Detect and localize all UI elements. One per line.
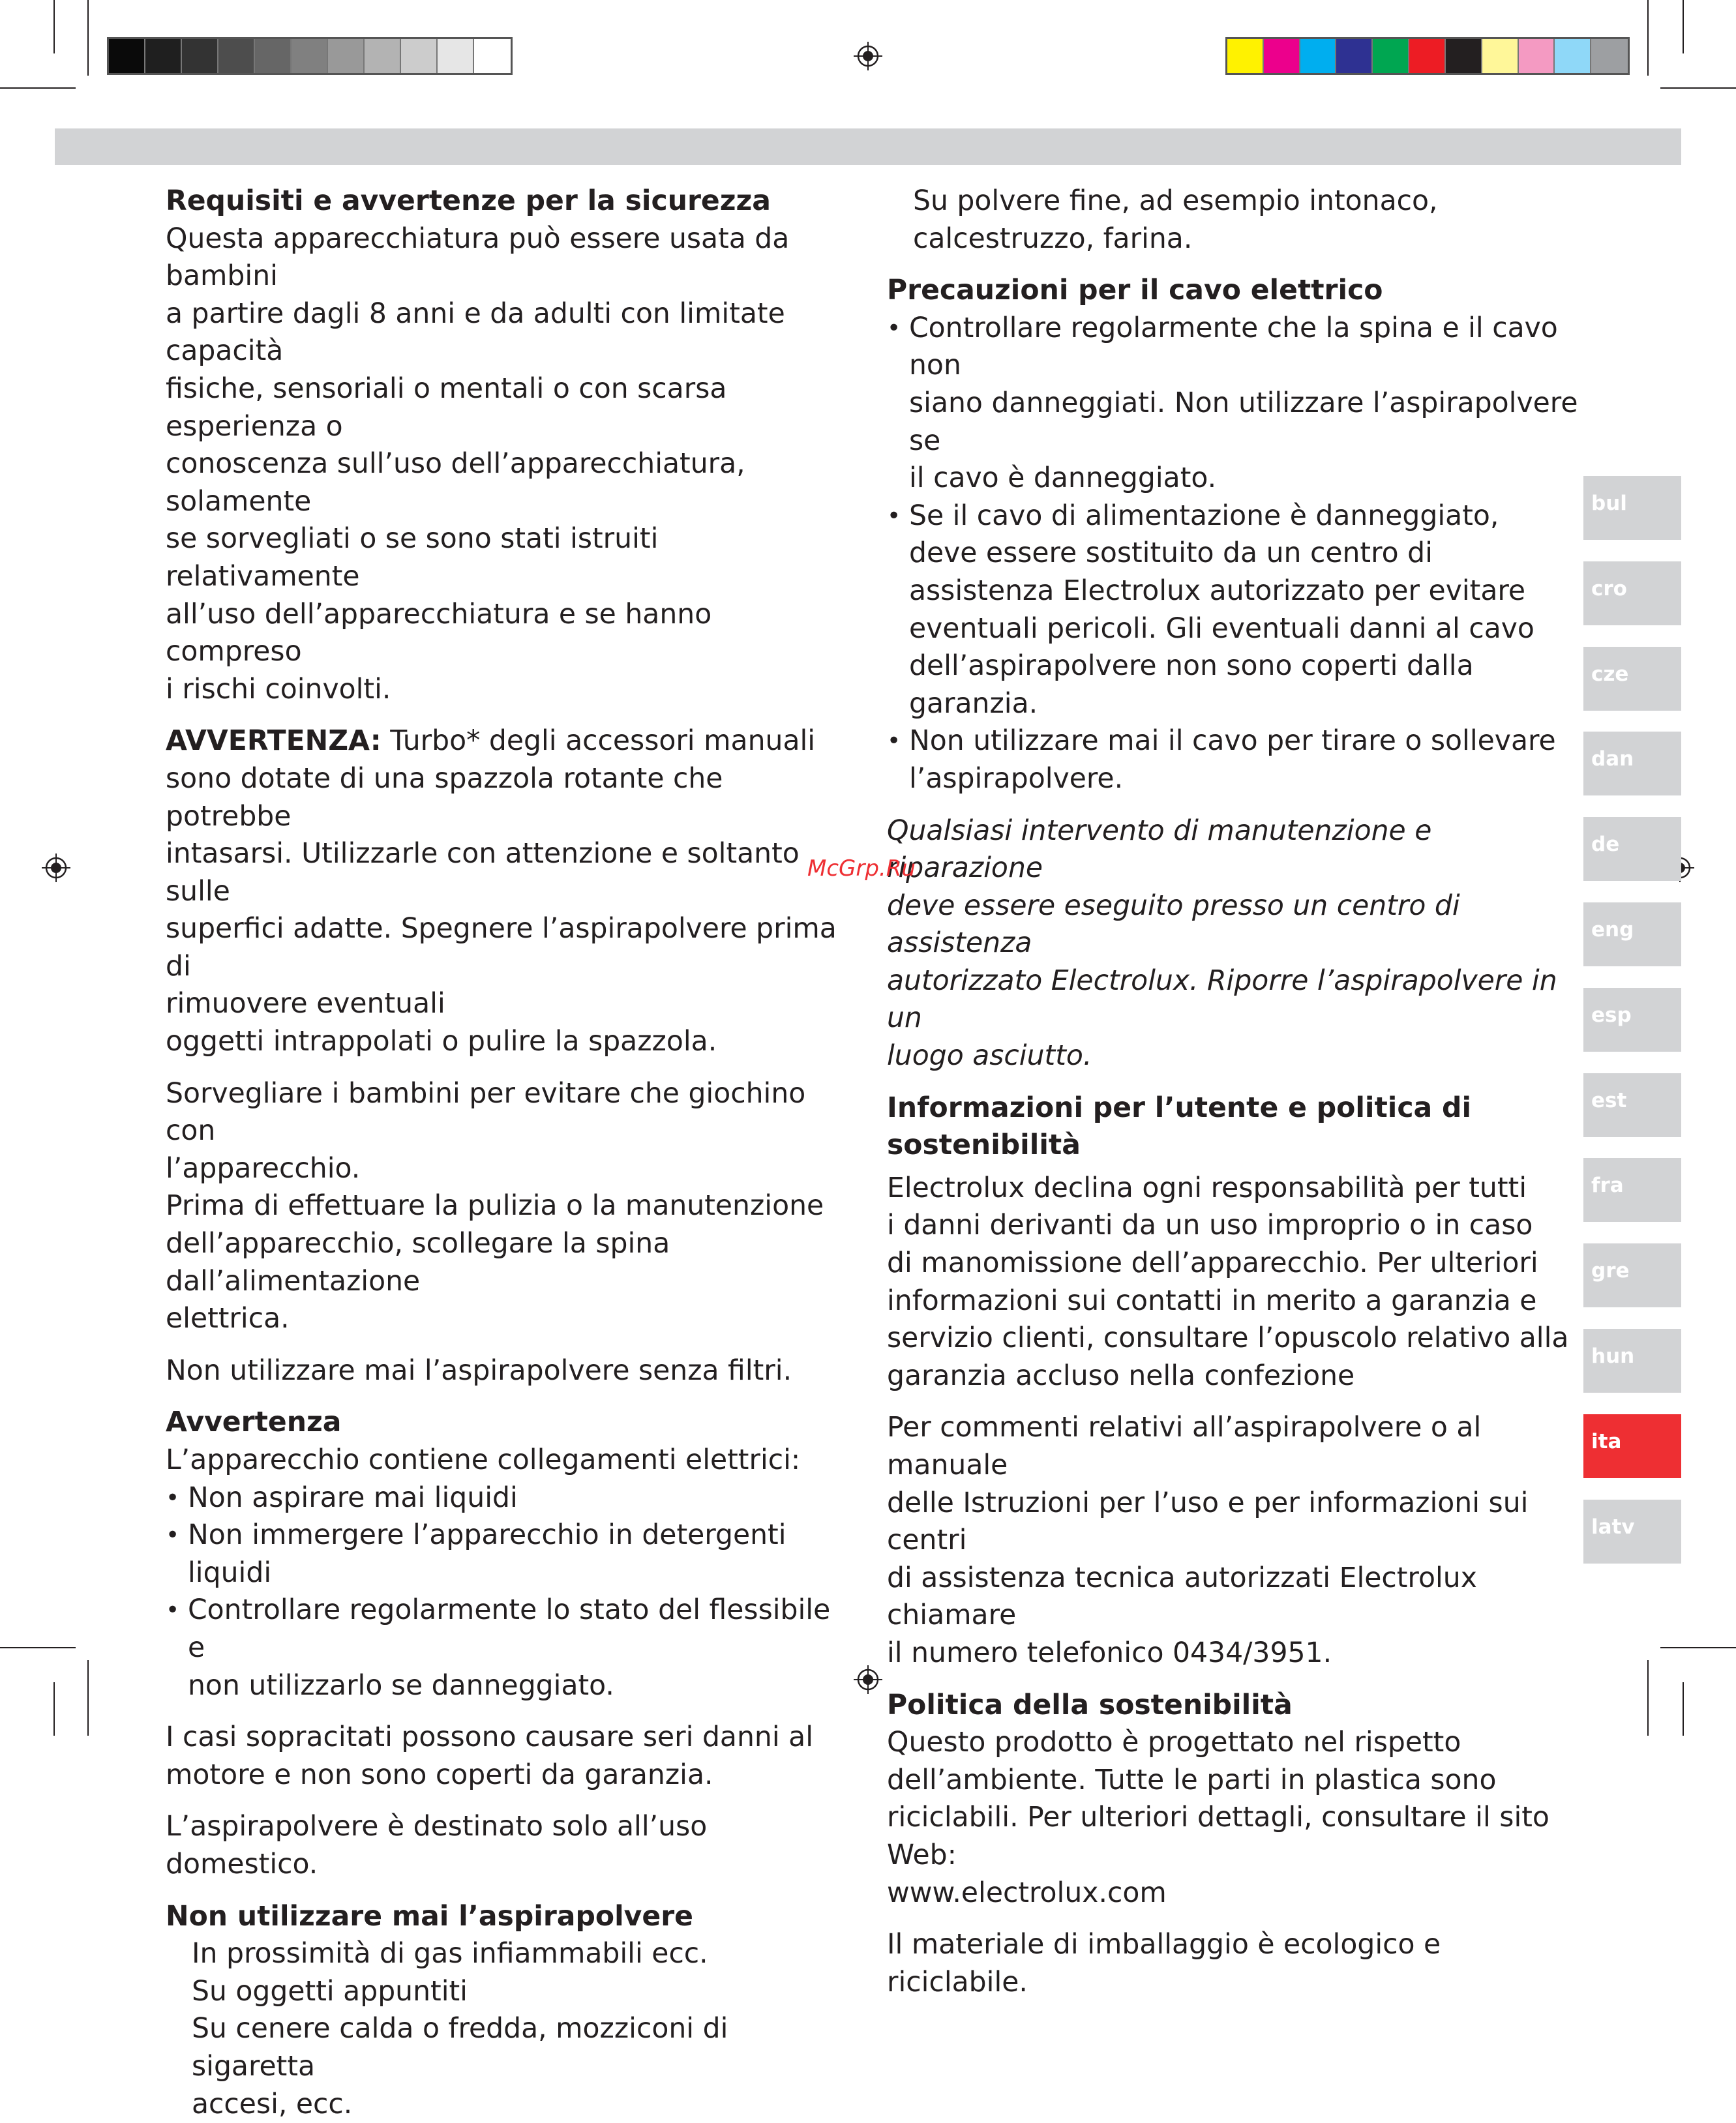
- tab-gre[interactable]: gre: [1583, 1243, 1681, 1307]
- gray-swatch: [182, 39, 218, 73]
- registration-mark-top-icon: [854, 42, 882, 70]
- list-item: In prossimità di gas infiammabili ecc.: [192, 1935, 844, 1973]
- gray-swatch: [474, 39, 511, 73]
- caution-list: [166, 1479, 844, 1705]
- gray-swatch: [218, 39, 255, 73]
- never-heading: Non utilizzare mai l’aspirapolvere: [166, 1898, 844, 1936]
- color-swatch: [1555, 39, 1591, 73]
- children-paragraph: Sorvegliare i bambini per evitare che giochino con l’apparecchio. Prima di effettuare la pulizia o la manutenzione dell’apparecchio, scollegare la spina dall’alimentazione elettrica.: [166, 1075, 844, 1338]
- cable-heading: Precauzioni per il cavo elettrico: [887, 272, 1578, 310]
- left-column: [166, 183, 844, 2123]
- info-heading: Informazioni per l’utente e politica di sostenibilità: [887, 1090, 1578, 1165]
- tab-fra[interactable]: fra: [1583, 1158, 1681, 1222]
- list-item: Su cenere calda o fredda, mozziconi di sigaretta: [192, 2010, 844, 2085]
- color-swatch: [1446, 39, 1482, 73]
- list-item: • Se il cavo di alimentazione è danneggiato, deve essere sostituito da un centro di assistenza Electrolux autorizzato per evitare eventuali pericoli. Gli eventuali danni al cavo dell’aspirapolvere non sono coperti dalla garanzia.: [887, 497, 1578, 723]
- color-swatch: [1482, 39, 1519, 73]
- color-swatch: [1409, 39, 1446, 73]
- gray-swatch: [365, 39, 401, 73]
- sustain-paragraph: Questo prodotto è progettato nel rispetto dell’ambiente. Tutte le parti in plastica sono riciclabili. Per ulteriori dettagli, consultare il sito Web: www.electrolux.com: [887, 1724, 1578, 1912]
- filters-paragraph: Non utilizzare mai l’aspirapolvere senza filtri.: [166, 1352, 844, 1390]
- list-item: • Controllare regolarmente che la spina e il cavo non siano danneggiati. Non utilizzare l’aspirapolvere se il cavo è danneggiato.: [887, 310, 1578, 497]
- tab-hun[interactable]: hun: [1583, 1329, 1681, 1393]
- caution-intro: L’apparecchio contiene collegamenti elettrici:: [166, 1442, 844, 1479]
- watermark: McGrp.Ru: [807, 855, 916, 882]
- gray-swatch: [255, 39, 292, 73]
- gray-swatch: [109, 39, 145, 73]
- warning-label: AVVERTENZA:: [166, 725, 382, 757]
- color-swatch: [1264, 39, 1300, 73]
- info-paragraph: Electrolux declina ogni responsabilità per tutti i danni derivanti da un uso improprio o in caso di manomissione dell’apparecchio. Per ulteriori informazioni sui contatti in merito a garanzia e servizio clienti, consultare l’opuscolo relativo alla garanzia accluso nella confezione: [887, 1170, 1578, 1395]
- tab-est[interactable]: est: [1583, 1073, 1681, 1137]
- grayscale-color-bar: [107, 37, 513, 75]
- tab-eng[interactable]: eng: [1583, 902, 1681, 966]
- list-item: Su oggetti appuntiti: [192, 1973, 844, 2011]
- never-list: [166, 1935, 844, 2123]
- comments-paragraph: Per commenti relativi all’aspirapolvere o al manuale delle Istruzioni per l’uso e per informazioni sui centri di assistenza tecnica autorizzati Electrolux chiamare il numero telefonico 0434/3951.: [887, 1409, 1578, 1672]
- color-swatch: [1519, 39, 1555, 73]
- tab-dan[interactable]: dan: [1583, 732, 1681, 795]
- domestic-paragraph: L’aspirapolvere è destinato solo all’uso domestico.: [166, 1808, 844, 1883]
- list-item: • Non immergere l’apparecchio in detergenti liquidi: [166, 1517, 844, 1592]
- packaging-paragraph: Il materiale di imballaggio è ecologico e riciclabile.: [887, 1926, 1578, 2001]
- gray-swatch: [145, 39, 182, 73]
- gray-swatch: [328, 39, 365, 73]
- gray-swatch: [401, 39, 438, 73]
- tab-latv[interactable]: latv: [1583, 1500, 1681, 1564]
- gray-swatch: [438, 39, 474, 73]
- list-item: • Controllare regolarmente lo stato del flessibile e non utilizzarlo se danneggiato.: [166, 1592, 844, 1704]
- list-item: • Non aspirare mai liquidi: [166, 1479, 844, 1517]
- safety-text: Questa apparecchiatura può essere usata da bambini a partire dagli 8 anni e da adulti con limitate capacità fisiche, sensoriali o mentali o con scarsa esperienza o conoscenza sull’uso dell’apparecchiatura, solamente se sorvegliati o se sono stati istruiti relativamente all’uso dell’apparecchiatura e se hanno compreso i rischi coinvolti.: [166, 220, 844, 709]
- color-swatch: [1373, 39, 1409, 73]
- tab-cze[interactable]: cze: [1583, 647, 1681, 711]
- process-color-bar: [1225, 37, 1630, 75]
- damage-paragraph: I casi sopracitati possono causare seri danni al motore e non sono coperti da garanzia.: [166, 1719, 844, 1794]
- safety-heading: Requisiti e avvertenze per la sicurezza: [166, 183, 844, 220]
- color-swatch: [1227, 39, 1264, 73]
- registration-mark-left-icon: [42, 854, 70, 882]
- tab-de[interactable]: de: [1583, 817, 1681, 881]
- list-item: • Non utilizzare mai il cavo per tirare o sollevare l’aspirapolvere.: [887, 722, 1578, 797]
- warning-paragraph: AVVERTENZA: Turbo* degli accessori manuali sono dotate di una spazzola rotante che potrebbe intasarsi. Utilizzarle con attenzione e soltanto sulle superfici adatte. Spegnere l’aspirapolvere prima di rimuovere eventuali oggetti intrappolati o pulire la spazzola.: [166, 722, 844, 1060]
- color-swatch: [1591, 39, 1628, 73]
- header-band: [55, 128, 1681, 165]
- registration-mark-bottom-icon: [854, 1665, 882, 1694]
- sustain-heading: Politica della sostenibilità: [887, 1687, 1578, 1725]
- gray-swatch: [292, 39, 328, 73]
- service-note: Qualsiasi intervento di manutenzione e riparazione deve essere eseguito presso un centro di assistenza autorizzato Electrolux. Riporre l’aspirapolvere in un luogo asciutto.: [887, 812, 1578, 1075]
- list-item: accesi, ecc.: [192, 2086, 844, 2123]
- tab-cro[interactable]: cro: [1583, 561, 1681, 625]
- tab-esp[interactable]: esp: [1583, 988, 1681, 1052]
- dust-item: Su polvere fine, ad esempio intonaco, calcestruzzo, farina.: [887, 183, 1578, 258]
- color-swatch: [1336, 39, 1373, 73]
- cable-list: [887, 310, 1578, 798]
- tab-ita[interactable]: ita: [1583, 1414, 1681, 1478]
- color-swatch: [1300, 39, 1337, 73]
- caution-heading: Avvertenza: [166, 1404, 844, 1442]
- right-column: [887, 183, 1578, 2015]
- tab-bul[interactable]: bul: [1583, 476, 1681, 540]
